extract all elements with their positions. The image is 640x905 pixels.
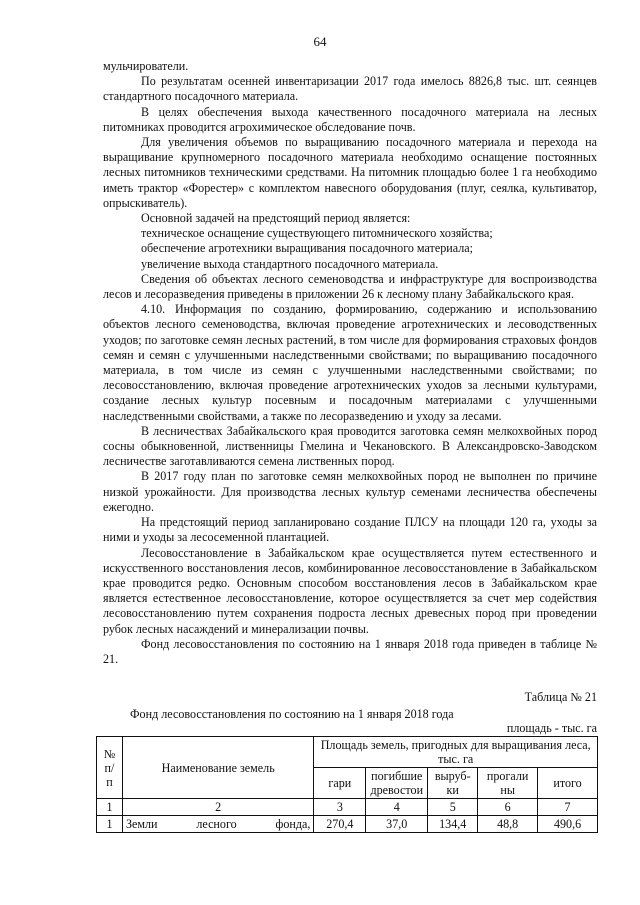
paragraph: По результатам осенней инвентаризации 2017 года имелось 8826,8 тыс. шт. сеянцев стандартного посадочного материала. — [103, 74, 597, 104]
row-name-word: лесного — [196, 817, 237, 831]
col-number: 1 — [97, 799, 123, 816]
row-dead-stands: 37,0 — [366, 816, 428, 833]
paragraph: В целях обеспечения выхода качественного посадочного материала на лесных питомниках проводится агрохимическое обследование почв. — [103, 104, 597, 134]
paragraph: Для увеличения объемов по выращиванию посадочного материала и перехода на выращивание крупномерного посадочного материала необходимо оснащение постоянных лесных питомников техническими средствами. На питомник площадью более 1 га необходимо иметь трактор «Форестер» с комплектом навесного оборудования (плуг, сеялка, культиватор, опрыскиватель). — [103, 135, 597, 210]
paragraph: Лесовосстановление в Забайкальском крае осуществляется путем естественного и искусственного восстановления лесов, комбинированное лесовосстановление в Забайкальском крае проводится редко. Основным способом восстановления лесов в Забайкальском крае является естественное лесовосстановление, которое осуществляется за счет мер содействия лесовосстановлению путем сохранения подроста лесных древесных пород при проведении рубок лесных насаждений и минерализации почвы. — [103, 545, 597, 636]
list-item: обеспечение агротехники выращивания посадочного материала; — [141, 241, 473, 256]
paragraph: Фонд лесовосстановления по состоянию на 1 января 2018 года приведен в таблице № 21. — [103, 636, 597, 666]
list-item: увеличение выхода стандартного посадочного материала. — [141, 256, 439, 271]
col-number: 4 — [366, 799, 428, 816]
col-number: 6 — [478, 799, 538, 816]
table-caption: Таблица № 21 — [524, 690, 597, 704]
header-dead-stands: погибшие древостои — [366, 768, 428, 799]
header-total: итого — [538, 768, 598, 799]
row-name — [122, 816, 313, 833]
table-units: площадь - тыс. га — [506, 721, 597, 735]
table-header-row — [97, 737, 598, 768]
row-clearcuts: 134,4 — [428, 816, 478, 833]
list-item: техническое оснащение существующего питомнического хозяйства; — [141, 226, 493, 241]
paragraph: Сведения об объектах лесного семеноводства и инфраструктуре для воспроизводства лесов и лесоразведения приведены в приложении 26 к лесному плану Забайкальского края. — [103, 271, 597, 302]
paragraph: 4.10. Информация по созданию, формированию, содержанию и использованию объектов лесного семеноводства, включая проведение агротехнических и лесоводственных уходов; по заготовке семян лесных растений, в том числе для формирования страховых фондов семян и семян с улучшенными наследственными свойствами; по выращиванию посадочного материала, в том числе из семян с улучшенными наследственными свойствами; по лесовосстановлению, включая проведение агротехнических уходов за лесными культурами, создание лесных культур посевным и посадочным материалами с улучшенными наследственными свойствами, а также по лесоразведению и уходу за лесами. — [103, 302, 597, 423]
col-number: 2 — [122, 799, 313, 816]
row-burns: 270,4 — [314, 816, 366, 833]
table-row — [97, 816, 598, 833]
paragraph: Основной задачей на предстоящий период является: — [141, 211, 411, 226]
paragraph: В 2017 году план по заготовке семян мелкохвойных пород не выполнен по причине низкой урожайности. Для производства лесных культур семенами лесничества обеспечены ежегодно. — [103, 469, 597, 514]
col-number: 7 — [538, 799, 598, 816]
header-num: № п/ п — [97, 737, 123, 799]
row-total: 490,6 — [538, 816, 598, 833]
paragraph: мульчирователи. — [103, 59, 189, 73]
page-number: 64 — [313, 34, 327, 49]
header-glades: прогали ны — [478, 768, 538, 799]
forest-fund-table — [96, 736, 598, 833]
body-text — [103, 59, 597, 667]
paragraph: На предстоящий период запланировано создание ПЛСУ на площади 120 га, уходы за ними и уходы за лесосеменной плантацией. — [103, 515, 597, 545]
col-number: 3 — [314, 799, 366, 816]
header-clearcuts: выруб-ки — [428, 768, 478, 799]
col-number: 5 — [428, 799, 478, 816]
row-name-word: фонда, — [275, 817, 311, 831]
column-number-row — [97, 799, 598, 816]
table-title: Фонд лесовосстановления по состоянию на 1 января 2018 года — [130, 707, 454, 721]
header-burns: гари — [314, 768, 366, 799]
header-name: Наименование земель — [122, 737, 313, 799]
row-num: 1 — [97, 816, 123, 833]
row-name-word: Земли — [125, 817, 158, 831]
row-glades: 48,8 — [478, 816, 538, 833]
paragraph: В лесничествах Забайкальского края проводится заготовка семян мелкохвойных пород сосны обыкновенной, лиственницы Гмелина и Чекановского. В Александровско-Заводском лесничестве заготавливаются семена лиственных пород. — [103, 423, 597, 469]
header-area-group: Площадь земель, пригодных для выращивания леса, тыс. га — [314, 737, 598, 768]
